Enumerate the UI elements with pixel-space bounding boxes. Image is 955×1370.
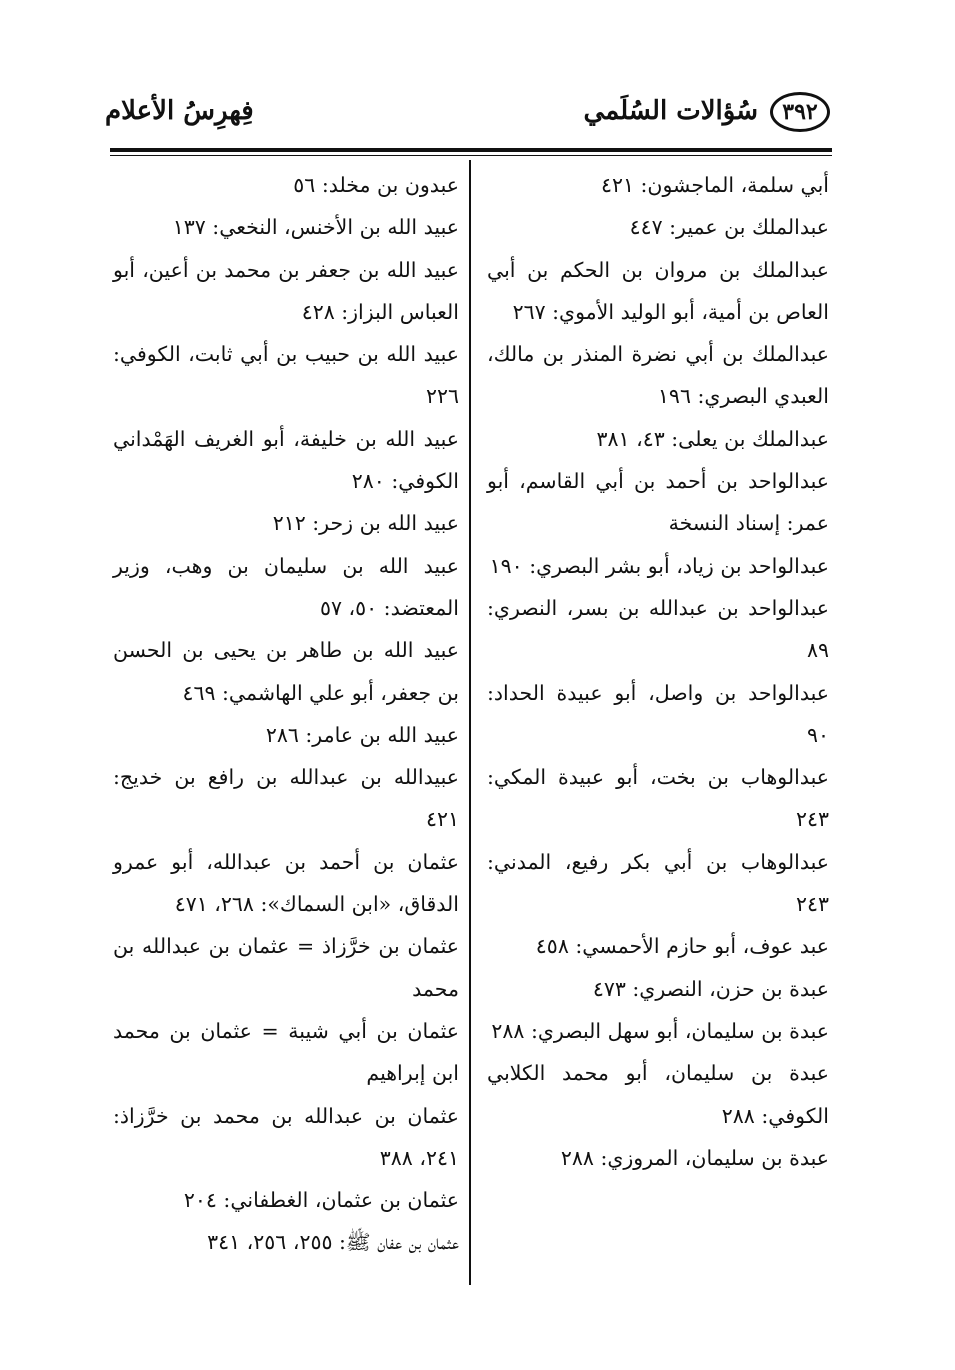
- index-entry: عبدة بن سليمان، أبو محمد الكلابي الكوفي: ٢٨٨: [487, 1061, 829, 1128]
- index-entry: عبيد الله بن الأخنس، النخعي: ١٣٧: [172, 215, 459, 240]
- column-divider: [469, 160, 471, 1285]
- index-entry: عبيد الله بن حبيب بن أبي ثابت، الكوفي: ٢٢٦: [113, 342, 459, 409]
- index-entry: عثمان بن خرَّزاذ = عثمان بن عبدالله بن محمد: [113, 934, 459, 1001]
- index-column-left: [113, 164, 459, 1264]
- index-entry: عثمان بن أبي شيبة = عثمان بن محمد ابن إبراهيم: [113, 1018, 459, 1086]
- page-number: ٣٩٢: [770, 92, 830, 132]
- index-entry: عبدالوهاب بن أبي بكر رفيع، المدني: ٢٤٣: [487, 849, 829, 917]
- index-entry: عبدالملك بن عمير: ٤٤٧: [629, 215, 829, 240]
- header-rule-thin: [110, 155, 832, 156]
- index-column-right: [487, 164, 829, 1179]
- index-entry: عبدالملك بن أبي نضرة المنذر بن مالك، العبدي البصري: ١٩٦: [487, 342, 829, 409]
- index-entry: عبيد الله بن سليمان بن وهب، وزير المعتضد: ٥٠، ٥٧: [113, 553, 459, 620]
- index-entry: أبي سلمة، الماجشون: ٤٢١: [600, 173, 829, 197]
- index-entry: عبدالواحد بن واصل، أبو عبيدة الحداد: ٩٠: [487, 680, 829, 747]
- index-entry: عبدالوهاب بن بخت، أبو عبيدة المكي: ٢٤٣: [487, 765, 829, 832]
- index-entry: عبيد الله بن طاهر بن يحيى بن الحسن بن جعفر، أبو علي الهاشمي: ٤٦٩: [113, 638, 459, 705]
- index-entry: عبد عوف، أبو حازم الأحمسي: ٤٥٨: [535, 934, 829, 959]
- index-entry: عبيد الله بن زحر: ٢١٢: [272, 511, 459, 536]
- book-title: سُؤالات السُلَمي: [583, 96, 758, 126]
- index-entry: عثمان بن عبدالله بن محمد بن خرَّزاذ: ٢٤١، ٣٨٨: [113, 1103, 459, 1170]
- header-rule-thick: [110, 148, 832, 152]
- section-title: فِهرِسُ الأعلام: [105, 96, 254, 126]
- index-entry: عثمان بن عفان ﷺ: ٢٥٥، ٢٥٦، ٣٤١: [207, 1230, 459, 1255]
- index-entry: عثمان بن عثمان، الغطفاني: ٢٠٤: [183, 1188, 459, 1213]
- index-entry: عبدالملك بن يعلى: ٤٣، ٣٨١: [596, 426, 829, 451]
- index-entry: عبدالواحد بن أحمد بن أبي القاسم، أبو عمر: إسناد النسخة: [487, 469, 829, 536]
- index-entry: عبيد الله بن عامر: ٢٨٦: [265, 722, 459, 747]
- index-entry: عبدون بن مخلد: ٥٦: [293, 173, 459, 197]
- index-entry: عبدالواحد بن زياد، أبو بشر البصري: ١٩٠: [489, 553, 829, 578]
- index-entry: عبدالملك بن مروان بن الحكم بن أبي العاص بن أمية، أبو الوليد الأموي: ٢٦٧: [487, 257, 829, 324]
- index-entry: عبدة بن سليمان، المروزي: ٢٨٨: [560, 1145, 829, 1170]
- index-entry: عثمان بن أحمد بن عبدالله، أبو عمرو الدقاق، «ابن السماك»: ٢٦٨، ٤٧١: [113, 849, 459, 917]
- index-entry: عبيد الله بن جعفر بن محمد بن أعين، أبو العباس البزاز: ٤٢٨: [113, 257, 459, 324]
- index-entry: عبيد الله بن خليفة، أبو الغريف الهَمْداني الكوفي: ٢٨٠: [113, 426, 459, 494]
- index-entry: عبدة بن سليمان، أبو سهل البصري: ٢٨٨: [491, 1018, 829, 1043]
- page-header: [105, 92, 830, 144]
- index-entry: عبدالواحد بن عبدالله بن بسر، النصري: ٨٩: [487, 595, 829, 663]
- index-entry: عبيدالله بن عبدالله بن رافع بن خديج: ٤٢١: [113, 765, 459, 832]
- index-entry: عبدة بن حزن، النصري: ٤٧٣: [592, 976, 829, 1001]
